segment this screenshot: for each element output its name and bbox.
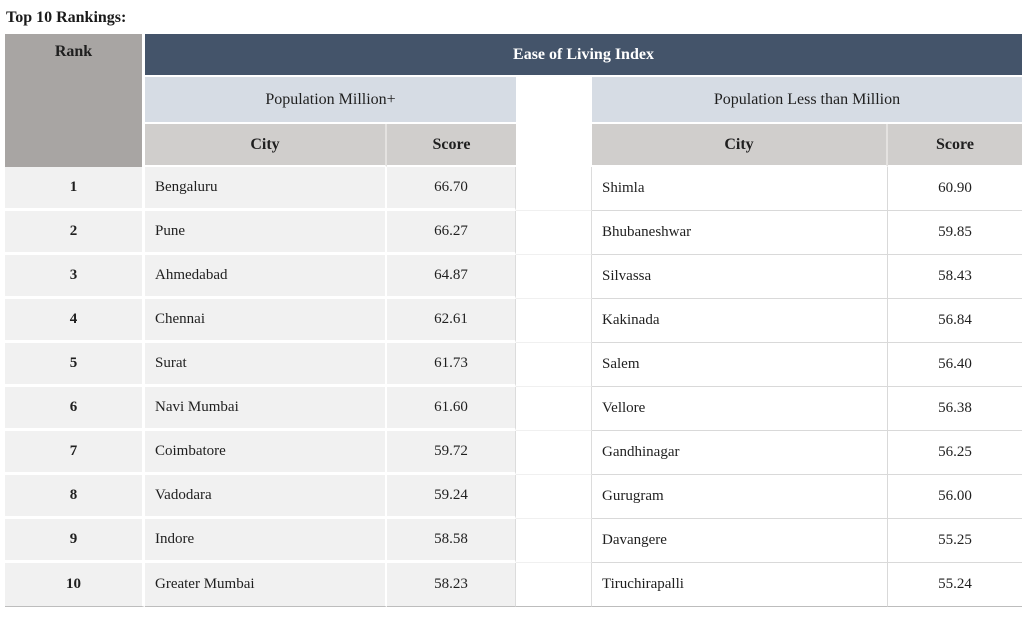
sub-million-city-cell: Shimla: [592, 167, 888, 211]
million-city-cell: Bengaluru: [145, 167, 387, 211]
million-score-cell: 58.58: [387, 519, 516, 563]
spacer-cell: [516, 299, 592, 343]
million-score-cell: 66.70: [387, 167, 516, 211]
million-score-cell: 61.60: [387, 387, 516, 431]
main-table-header: Ease of Living Index: [145, 34, 1022, 77]
million-city-cell: Coimbatore: [145, 431, 387, 475]
million-score-column-header: Score: [387, 124, 516, 167]
million-score-cell: 62.61: [387, 299, 516, 343]
million-city-cell: Ahmedabad: [145, 255, 387, 299]
spacer-cell: [516, 475, 592, 519]
sub-million-score-cell: 58.43: [888, 255, 1022, 299]
sub-million-city-cell: Silvassa: [592, 255, 888, 299]
sub-million-city-cell: Bhubaneshwar: [592, 211, 888, 255]
sub-million-score-cell: 56.40: [888, 343, 1022, 387]
spacer-header-cell: [516, 77, 592, 167]
sub-million-score-cell: 56.84: [888, 299, 1022, 343]
million-score-cell: 64.87: [387, 255, 516, 299]
sub-million-city-cell: Salem: [592, 343, 888, 387]
sub-million-score-cell: 59.85: [888, 211, 1022, 255]
million-city-cell: Navi Mumbai: [145, 387, 387, 431]
spacer-cell: [516, 387, 592, 431]
million-city-cell: Surat: [145, 343, 387, 387]
million-city-cell: Vadodara: [145, 475, 387, 519]
spacer-cell: [516, 255, 592, 299]
spacer-cell: [516, 519, 592, 563]
million-score-cell: 58.23: [387, 563, 516, 607]
million-score-cell: 66.27: [387, 211, 516, 255]
sub-million-city-cell: Tiruchirapalli: [592, 563, 888, 607]
million-score-cell: 61.73: [387, 343, 516, 387]
rank-cell: 5: [5, 343, 145, 387]
rank-cell: 2: [5, 211, 145, 255]
sub-million-score-cell: 56.38: [888, 387, 1022, 431]
million-city-cell: Chennai: [145, 299, 387, 343]
spacer-cell: [516, 431, 592, 475]
rankings-table: [5, 34, 1022, 607]
rank-cell: 1: [5, 167, 145, 211]
sub-million-city-cell: Gurugram: [592, 475, 888, 519]
million-city-cell: Indore: [145, 519, 387, 563]
sub-million-score-cell: 55.25: [888, 519, 1022, 563]
sub-million-city-cell: Kakinada: [592, 299, 888, 343]
sub-million-city-cell: Davangere: [592, 519, 888, 563]
spacer-cell: [516, 211, 592, 255]
sub-million-city-cell: Gandhinagar: [592, 431, 888, 475]
rank-cell: 9: [5, 519, 145, 563]
rank-cell: 6: [5, 387, 145, 431]
rank-column-header: Rank: [5, 34, 145, 167]
page-title: Top 10 Rankings:: [6, 9, 127, 26]
rank-cell: 4: [5, 299, 145, 343]
rank-cell: 10: [5, 563, 145, 607]
million-city-cell: Greater Mumbai: [145, 563, 387, 607]
spacer-cell: [516, 343, 592, 387]
million-city-cell: Pune: [145, 211, 387, 255]
rank-cell: 3: [5, 255, 145, 299]
sub-million-score-cell: 56.25: [888, 431, 1022, 475]
rank-cell: 7: [5, 431, 145, 475]
sub-million-city-column-header: City: [592, 124, 888, 167]
spacer-cell: [516, 563, 592, 607]
million-score-cell: 59.24: [387, 475, 516, 519]
group-header-population-less-than-million: Population Less than Million: [592, 77, 1022, 124]
sub-million-score-column-header: Score: [888, 124, 1022, 167]
sub-million-score-cell: 60.90: [888, 167, 1022, 211]
sub-million-score-cell: 55.24: [888, 563, 1022, 607]
rank-cell: 8: [5, 475, 145, 519]
million-city-column-header: City: [145, 124, 387, 167]
sub-million-score-cell: 56.00: [888, 475, 1022, 519]
million-score-cell: 59.72: [387, 431, 516, 475]
sub-million-city-cell: Vellore: [592, 387, 888, 431]
group-header-population-million: Population Million+: [145, 77, 516, 124]
spacer-cell: [516, 167, 592, 211]
